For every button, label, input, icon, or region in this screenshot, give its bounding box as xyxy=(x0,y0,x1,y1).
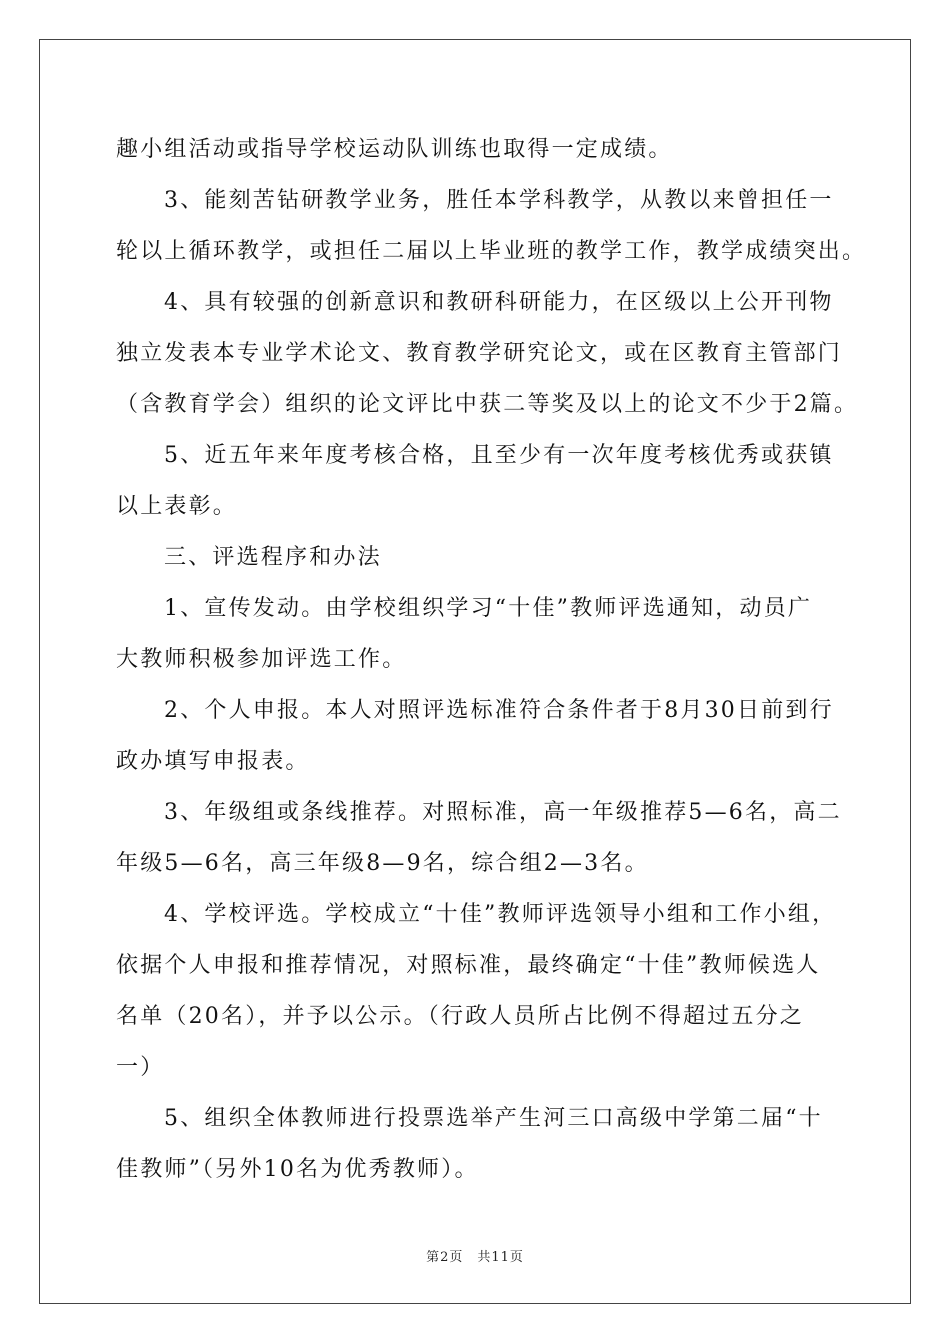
section-heading: 三、评选程序和办法 xyxy=(164,545,382,570)
text-line: 政办填写申报表。 xyxy=(116,749,310,774)
text-line: 大教师积极参加评选工作。 xyxy=(116,647,407,672)
text-line: 以上表彰。 xyxy=(116,494,238,519)
text-line: 名单（20名），并予以公示。（行政人员所占比例不得超过五分之 xyxy=(116,1004,804,1029)
text-line: 3、能刻苦钻研教学业务，胜任本学科教学，从教以来曾担任一 xyxy=(164,188,834,213)
page-total: 共11页 xyxy=(477,1250,524,1265)
text-line: 1、宣传发动。由学校组织学习“十佳”教师评选通知，动员广 xyxy=(164,596,813,621)
document-body xyxy=(116,124,867,1195)
text-line: 一） xyxy=(116,1055,165,1080)
text-line: 年级5—6名，高三年级8—9名，综合组2—3名。 xyxy=(116,851,649,876)
text-line: 4、具有较强的创新意识和教研科研能力，在区级以上公开刊物 xyxy=(164,290,834,315)
page-footer xyxy=(0,1248,950,1268)
page-number: 第2页 xyxy=(426,1250,464,1265)
text-line: 4、学校评选。学校成立“十佳”教师评选领导小组和工作小组， xyxy=(164,902,837,927)
text-line: 3、年级组或条线推荐。对照标准，高一年级推荐5—6名，高二 xyxy=(164,800,842,825)
text-line: 依据个人申报和推荐情况，对照标准，最终确定“十佳”教师候选人 xyxy=(116,953,821,978)
text-line: 轮以上循环教学，或担任二届以上毕业班的教学工作，教学成绩突出。 xyxy=(116,239,867,264)
text-line: 2、个人申报。本人对照评选标准符合条件者于8月30日前到行 xyxy=(164,698,834,723)
text-line: 独立发表本专业学术论文、教育教学研究论文，或在区教育主管部门 xyxy=(116,341,843,366)
text-line: 5、组织全体教师进行投票选举产生河三口高级中学第二届“十 xyxy=(164,1106,823,1131)
text-line: 趣小组活动或指导学校运动队训练也取得一定成绩。 xyxy=(116,137,673,162)
text-line: （含教育学会）组织的论文评比中获二等奖及以上的论文不少于2篇。 xyxy=(116,392,859,417)
text-line: 佳教师”（另外10名为优秀教师）。 xyxy=(116,1157,479,1182)
text-line: 5、近五年来年度考核合格，且至少有一次年度考核优秀或获镇 xyxy=(164,443,834,468)
